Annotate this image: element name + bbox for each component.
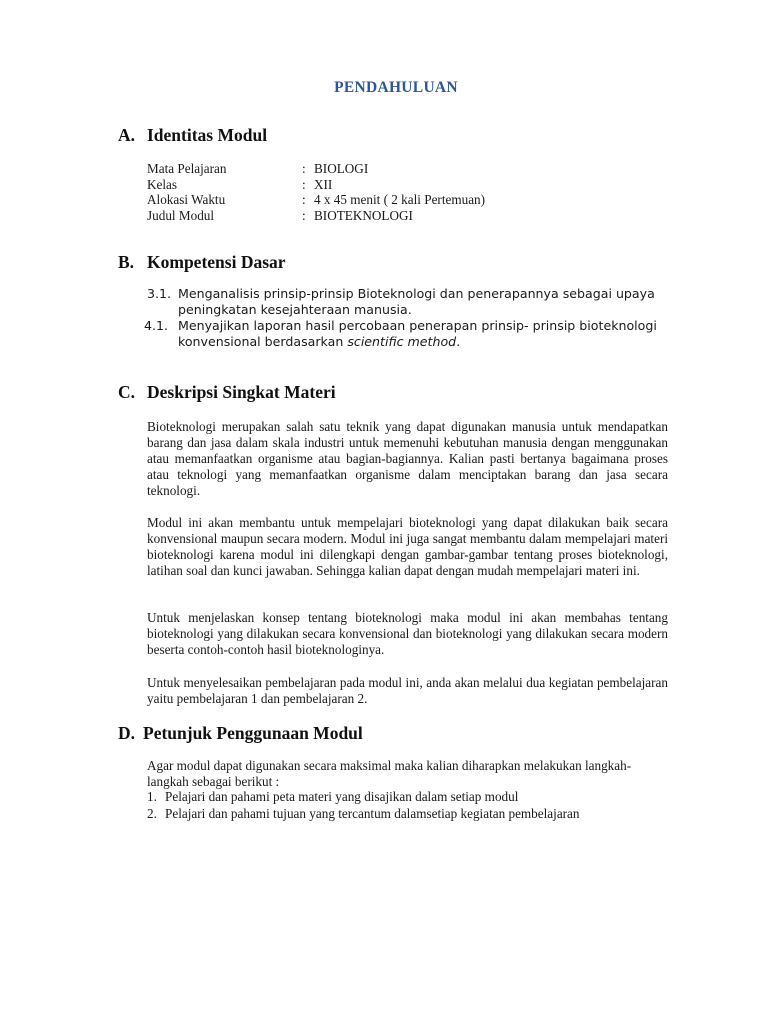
page-title: PENDAHULUAN <box>334 79 458 96</box>
competency-text-wrap <box>178 318 667 350</box>
section-b-title: Kompetensi Dasar <box>147 252 286 272</box>
description-paragraph-2: Modul ini akan membantu untuk mempelajari bioteknologi yang dapat dilakukan baik secara konvensional maupun secara modern. Modul ini juga sangat membantu dalam mempelajari materi bioteknologi karena modul ini dilengkapi dengan gambar-gambar tentang proses bioteknologi, latihan soal dan kunci jawaban. Sehingga kalian dapat dengan mudah mempelajari materi ini. <box>147 515 668 578</box>
section-a-letter: A. <box>118 125 136 145</box>
identity-colon: : <box>302 192 306 208</box>
description-paragraph-1: Bioteknologi merupakan salah satu teknik yang dapat digunakan manusia untuk mendapatkan barang dan jasa dalam skala industri untuk memenuhi kebutuhan manusia dengan menggunakan atau memanfaatkan organisme atau bagian-bagiannya. Kalian pasti bertanya bagaimana proses atau teknologi yang memanfaatkan organisme dalam menciptakan barang dan jasa secara teknologi. <box>147 419 668 498</box>
step-number: 2. <box>147 805 157 821</box>
step-text: Pelajari dan pahami peta materi yang disajikan dalam setiap modul <box>165 789 519 804</box>
instructions-intro: Agar modul dapat digunakan secara maksimal maka kalian diharapkan melakukan langkah- langkah sebagai berikut : <box>147 758 632 789</box>
competency-text: Menyajikan laporan hasil percobaan penerapan prinsip- prinsip bioteknologi konvensional berdasarkan <box>178 318 657 349</box>
identity-label: Mata Pelajaran <box>147 161 227 176</box>
section-a-title: Identitas Modul <box>147 125 268 145</box>
identity-row-class <box>147 177 485 193</box>
section-d-letter: D. <box>118 723 136 743</box>
identity-value: 4 x 45 menit ( 2 kali Pertemuan) <box>314 192 486 208</box>
identity-label: Judul Modul <box>147 207 215 223</box>
section-c-heading <box>118 382 336 403</box>
competency-number: 4.1. <box>144 318 169 333</box>
identity-value: BIOTEKNOLOGI <box>314 207 413 223</box>
competency-tail: . <box>456 334 461 349</box>
competency-text: Menganalisis prinsip-prinsip Bioteknologi dan penerapannya sebagai upaya peningkatan kesejahteraan manusia. <box>178 286 655 317</box>
instruction-step <box>147 806 687 823</box>
step-number: 1. <box>147 789 157 804</box>
section-a-heading <box>118 125 267 146</box>
identity-row-time <box>147 192 485 208</box>
instruction-step <box>147 789 687 806</box>
section-b-heading <box>118 252 286 273</box>
identity-colon: : <box>302 161 306 176</box>
identity-colon: : <box>302 176 306 192</box>
section-b-letter: B. <box>118 252 135 272</box>
competency-emphasis: scientific method <box>347 334 457 349</box>
section-d-title: Petunjuk Penggunaan Modul <box>143 723 363 743</box>
identity-value: BIOLOGI <box>314 161 369 176</box>
step-text: Pelajari dan pahami tujuan yang tercantum dalamsetiap kegiatan pembelajaran <box>165 805 580 821</box>
identity-value: XII <box>314 176 333 192</box>
section-c-letter: C. <box>118 382 136 402</box>
instructions-steps <box>147 789 687 822</box>
description-paragraph-3: Untuk menjelaskan konsep tentang bioteknologi maka modul ini akan membahas tentang bioteknologi yang dilakukan secara konvensional dan bioteknologi yang dilakukan secara modern beserta contoh-contoh hasil bioteknologinya. <box>147 610 668 657</box>
identity-row-title <box>147 208 485 224</box>
competency-list <box>144 286 667 350</box>
section-d-heading <box>118 723 363 744</box>
competency-item <box>147 286 667 318</box>
section-c-title: Deskripsi Singkat Materi <box>147 382 336 402</box>
identity-label: Alokasi Waktu <box>147 192 226 208</box>
competency-number: 3.1. <box>147 286 172 301</box>
module-identity-table <box>147 161 485 223</box>
description-paragraph-4: Untuk menyelesaikan pembelajaran pada modul ini, anda akan melalui dua kegiatan pembelajaran yaitu pembelajaran 1 dan pembelajaran 2. <box>147 675 668 706</box>
identity-colon: : <box>302 207 306 223</box>
identity-label: Kelas <box>147 176 178 192</box>
identity-row-subject <box>147 161 485 177</box>
competency-item <box>144 318 667 350</box>
